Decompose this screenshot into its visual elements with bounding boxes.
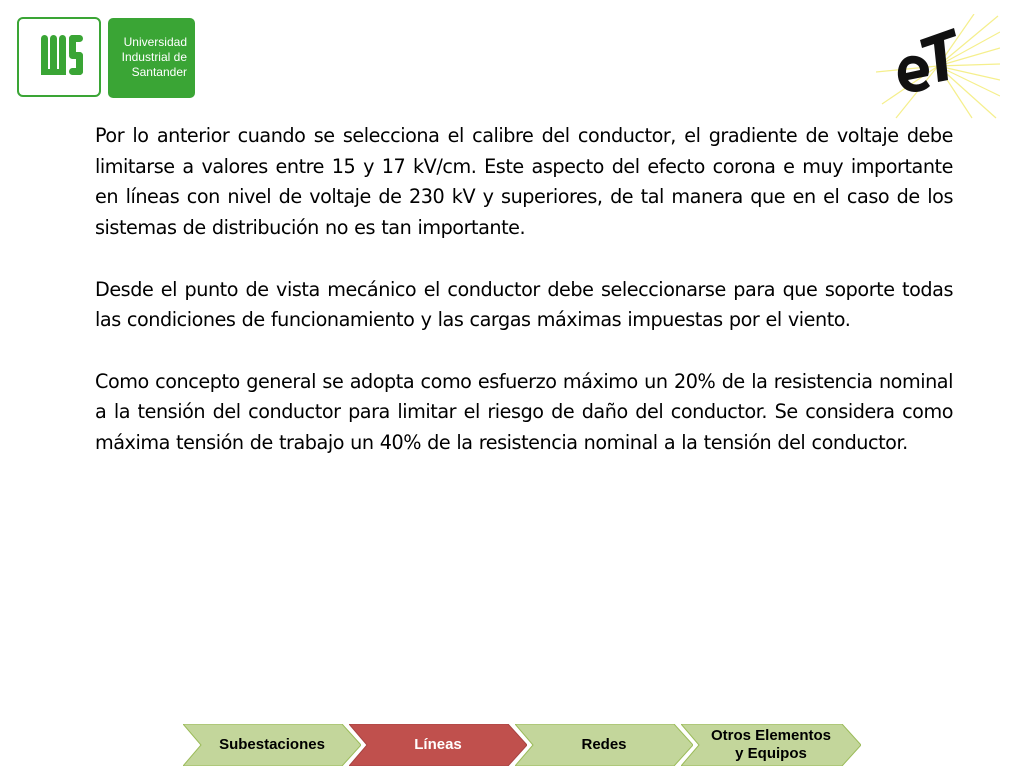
nav-item-lineas[interactable]: [349, 724, 527, 766]
paragraph-1: Por lo anterior cuando se selecciona el calibre del conductor, el gradiente de voltaje debe limitarse a valores entre 15 y 17 kV/cm. Este aspecto del efecto corona e muy importante en líneas con nivel de voltaje de 230 kV y superiores, de tal manera que en el caso de los sistemas de distribución no es tan importante.: [95, 124, 953, 240]
uis-logo-text: [108, 18, 195, 98]
uis-logo-line2: Industrial de: [121, 50, 187, 64]
nav-label-otros-elementos: [711, 727, 831, 763]
uis-logo-line3: Santander: [131, 65, 187, 79]
uis-monogram-icon: [19, 19, 99, 95]
main-content: [95, 121, 953, 489]
uis-logo-mark: [17, 17, 101, 97]
paragraph-2: Desde el punto de vista mecánico el conductor debe seleccionarse para que soporte todas las condiciones de funcionamiento y las cargas máximas impuestas por el viento.: [95, 277, 953, 332]
nav-label-lineas: Líneas: [414, 736, 462, 753]
nav-label-otros-line2: y Equipos: [735, 745, 807, 762]
et-logo: [876, 14, 1000, 120]
nav-label-redes: Redes: [581, 736, 627, 753]
nav-item-subestaciones[interactable]: [183, 724, 361, 766]
section-nav: [183, 724, 863, 766]
uis-logo: [17, 17, 195, 99]
uis-logo-line1: Universidad: [123, 35, 187, 49]
paragraph-3: Como concepto general se adopta como esfuerzo máximo un 20% de la resistencia nominal a la tensión del conductor para limitar el riesgo de daño del conductor. Se considera como máxima tensión de trabajo un 40% de la resistencia nominal a la tensión del conductor.: [95, 369, 953, 454]
nav-item-otros-elementos[interactable]: [681, 724, 861, 766]
et-logo-icon: [876, 14, 1000, 120]
nav-item-redes[interactable]: [515, 724, 693, 766]
nav-label-subestaciones: Subestaciones: [219, 736, 325, 753]
nav-label-otros-line1: Otros Elementos: [710, 727, 832, 744]
